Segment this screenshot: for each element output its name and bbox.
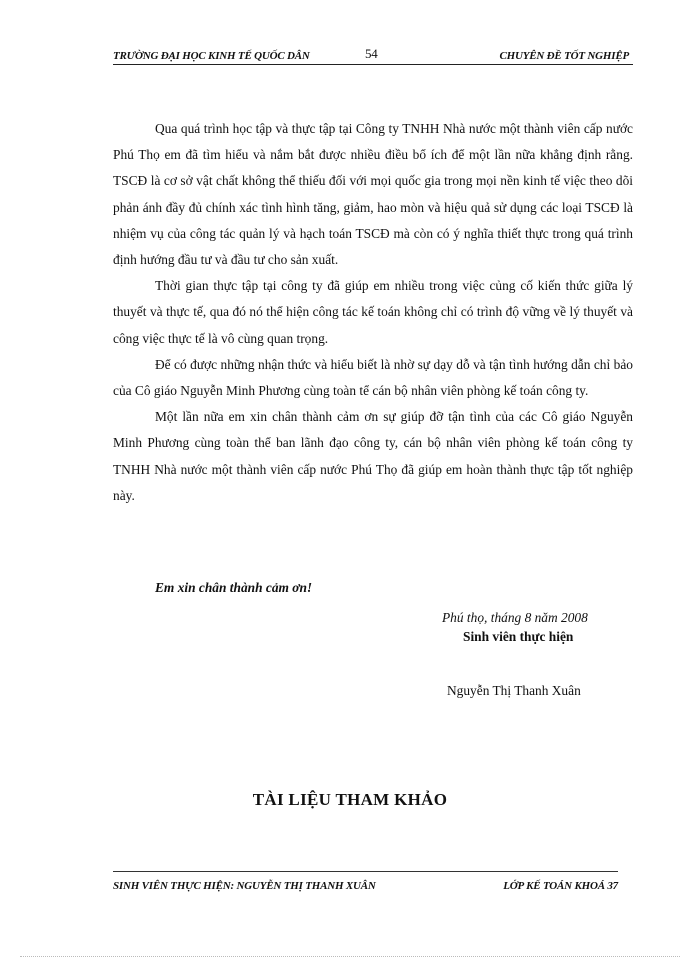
signature-name: Nguyễn Thị Thanh Xuân xyxy=(447,683,581,698)
paragraph-3: Để có được những nhận thức và hiểu biết là nhờ sự dạy dỗ và tận tình hướng dẫn chỉ bảo của Cô giáo Nguyễn Minh Phương cùng toàn tể cán bộ nhân viên phòng kế toán công ty. xyxy=(113,356,633,399)
footer-class: LỚP KẾ TOÁN KHOÁ 37 xyxy=(503,880,618,892)
paragraph-1: Qua quá trình học tập và thực tập tại Công ty TNHH Nhà nước một thành viên cấp nước Phú Thọ em đã tìm hiểu và nắm bắt được nhiều điều bổ ích để một lần nữa khẳng định rằng. TSCĐ là cơ sở vật chất không thể thiếu đối với mọi quốc gia trong mọi nền kinh tế việc theo dõi phản ánh đầy đủ chính xác tình hình tăng, giảm, hao mòn và hiệu quả sử dụng các loại TSCĐ là nhiệm vụ của công tác quản lý và hạch toán TSCĐ mà còn có ý nghĩa thiết thực trong quá trình định hướng đầu tư và đầu tư cho sản xuất. xyxy=(113,121,633,268)
paragraph-2: Thời gian thực tập tại công ty đã giúp em nhiều trong việc củng cố kiến thức giữa lý thuyết và thực tế, qua đó nó thể hiện công tác kế toán không chỉ có trình độ vững về lý thuyết và công việc thực tế là vô cùng quan trọng. xyxy=(113,278,633,346)
conclusion-body xyxy=(113,116,633,509)
place-date: Phú thọ, tháng 8 năm 2008 xyxy=(442,610,588,625)
thanks-line: Em xin chân thành cảm ơn! xyxy=(155,580,313,595)
page-footer xyxy=(113,880,618,898)
references-title: TÀI LIỆU THAM KHẢO xyxy=(252,790,448,809)
header-page-number: 54 xyxy=(365,46,378,61)
paragraph-4: Một lần nữa em xin chân thành cảm ơn sự giúp đỡ tận tình của các Cô giáo Nguyễn Minh Phương cùng toàn thể ban lãnh đạo công ty, cán bộ nhân viên phòng kế toán công ty TNHH Nhà nước một thành viên cấp nước Phú Thọ đã giúp em hoàn thành thực tập tốt nghiệp này. xyxy=(113,409,633,503)
page-header xyxy=(113,44,633,65)
signature-role: Sinh viên thực hiện xyxy=(463,629,574,644)
header-topic: CHUYÊN ĐỀ TỐT NGHIỆP xyxy=(499,50,629,62)
footer-divider xyxy=(113,871,618,872)
page-bottom-edge xyxy=(20,956,680,957)
footer-student: SINH VIÊN THỰC HIỆN: NGUYỄN THỊ THANH XUÂN xyxy=(113,880,376,892)
header-school-name: TRƯỜNG ĐẠI HỌC KINH TẾ QUỐC DÂN xyxy=(113,50,310,62)
